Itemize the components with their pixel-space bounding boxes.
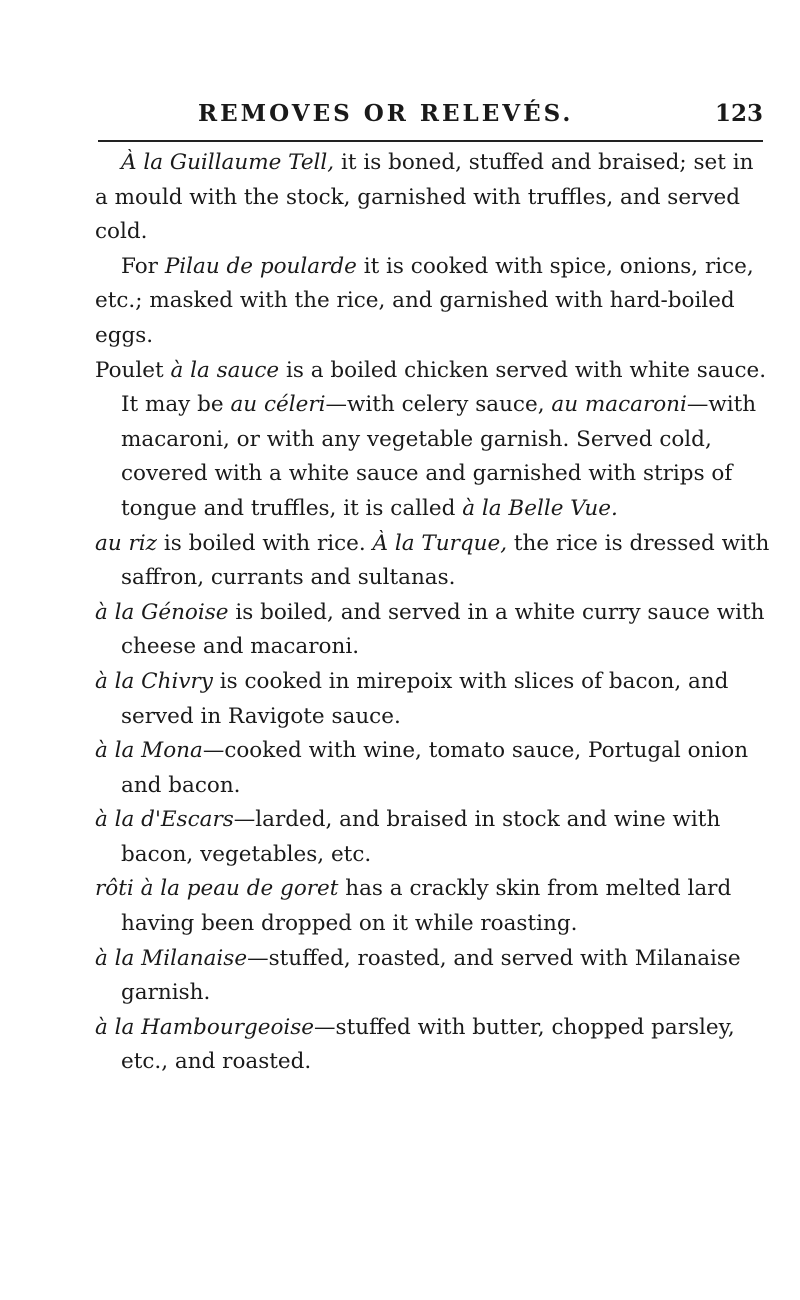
entry-term: à la d'Escars (95, 807, 234, 833)
entry-term: à la Mona (95, 738, 203, 764)
entry-poulet-a-la-sauce (95, 354, 770, 527)
entry-text: For (121, 253, 165, 279)
entry-term: à la Hambourgeoise (95, 1014, 315, 1040)
entry-text: has a crackly skin from melted lard having been dropped on it while roasting. (121, 876, 732, 937)
page-header (98, 100, 763, 130)
entry-term: à la Milanaise (95, 945, 248, 971)
entry-milanaise (95, 942, 770, 1011)
entry-pilau (95, 250, 770, 354)
entry-guillaume-tell (95, 146, 770, 250)
page-body (95, 146, 770, 1080)
entry-chivry (95, 665, 770, 734)
entry-term: au céleri (230, 392, 326, 418)
entry-term: Pilau de poularde (164, 253, 357, 279)
entry-text: —stuffed with butter, chopped parsley, etc., and roasted. (121, 1014, 735, 1075)
entry-mona (95, 734, 770, 803)
entry-escars (95, 803, 770, 872)
entry-text: Poulet (95, 357, 171, 383)
entry-term: à la Belle Vue. (462, 495, 618, 521)
entry-genoise (95, 596, 770, 665)
entry-hambourgeoise (95, 1011, 770, 1080)
entry-text: it is cooked with spice, onions, rice, etc.; masked with the rice, and garnished with hard-boiled eggs. (95, 253, 754, 348)
entry-term: à la Génoise (95, 599, 229, 625)
entry-text: the rice is dressed with saffron, currants and sultanas. (121, 530, 770, 591)
entry-term: au riz (95, 530, 157, 556)
entry-term: à la sauce (170, 357, 280, 383)
entry-roti-peau-de-goret (95, 872, 770, 941)
entry-text: is boiled, and served in a white curry sauce with cheese and macaroni. (121, 599, 765, 660)
entry-term: À la Turque, (372, 530, 508, 556)
entry-text: —cooked with wine, tomato sauce, Portugal onion and bacon. (121, 738, 749, 798)
entry-term: rôti à la peau de goret (95, 876, 339, 902)
entry-au-riz (95, 527, 770, 596)
entry-text: it is boned, stuffed and braised; set in a mould with the stock, garnished with truffles, and served cold. (95, 150, 754, 245)
entry-text: is a boiled chicken served with white sauce. It may be (121, 357, 767, 418)
entry-text: —with celery sauce, (325, 392, 552, 418)
entry-text: —larded, and braised in stock and wine with bacon, vegetables, etc. (121, 807, 721, 867)
entry-term: au macaroni (551, 392, 687, 418)
entry-term: À la Guillaume Tell, (121, 150, 335, 175)
entry-text: —stuffed, roasted, and served with Milanaise garnish. (121, 945, 741, 1006)
entry-text: is cooked in mirepoix with slices of bacon, and served in Ravigote sauce. (121, 668, 729, 729)
header-rule (98, 140, 763, 142)
entry-text: is boiled with rice. (156, 530, 373, 556)
page-number: 123 (714, 100, 763, 127)
running-title: REMOVES OR RELEVÉS. (198, 100, 574, 127)
entry-term: à la Chivry (95, 668, 213, 694)
entry-text: —with macaroni, or with any vegetable garnish. Served cold, covered with a white sauce and garnished with strips of tongue and truffles, it is called (121, 392, 757, 521)
